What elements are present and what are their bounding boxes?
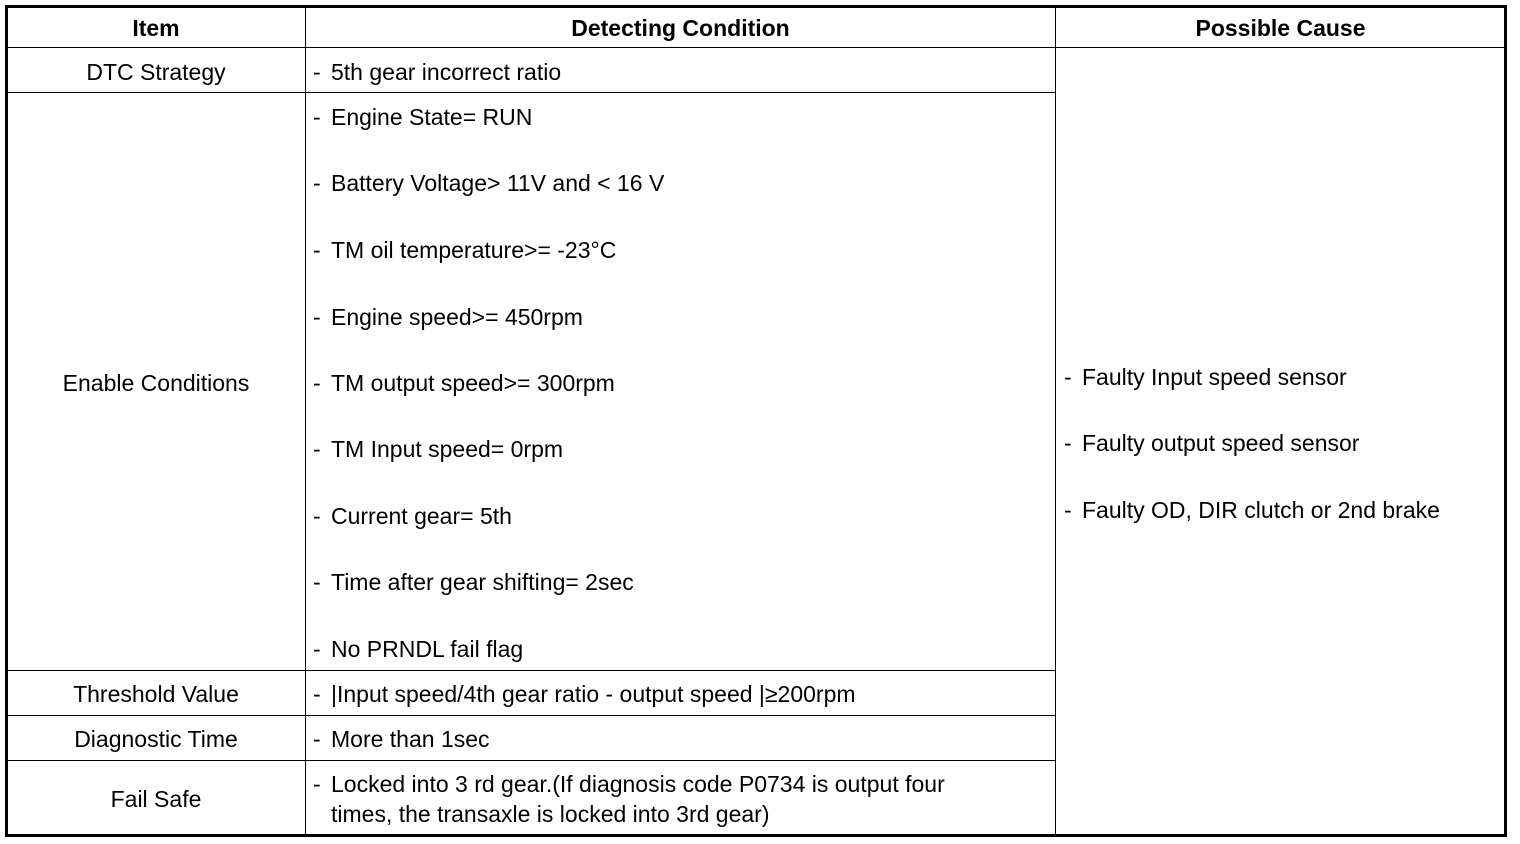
bullet-dash: - [313, 170, 321, 196]
enable-condition-item [313, 170, 665, 196]
enable-condition-text: Engine State= RUN [331, 104, 533, 130]
enable-condition-item [313, 503, 512, 529]
bullet-dash: - [313, 503, 321, 529]
bullet-dash: - [313, 636, 321, 662]
bullet-dash: - [1064, 430, 1072, 456]
header-item: Item [132, 15, 180, 41]
row-line-enable [7, 670, 1056, 671]
row-line-diagtime [7, 760, 1056, 761]
cause-text: Faulty output speed sensor [1082, 430, 1360, 456]
condition-fail-safe [313, 771, 945, 797]
condition-threshold [313, 681, 856, 707]
item-diagnostic-time: Diagnostic Time [74, 726, 238, 752]
bullet-dash: - [313, 771, 321, 797]
enable-condition-text: Engine speed>= 450rpm [331, 304, 583, 330]
enable-condition-text: Current gear= 5th [331, 503, 512, 529]
enable-condition-item [313, 436, 564, 462]
col-line-1 [305, 7, 306, 835]
enable-condition-text: TM Input speed= 0rpm [331, 436, 564, 462]
col-line-2 [1055, 7, 1056, 835]
condition-diagnostic-time [313, 726, 490, 752]
enable-condition-text: TM oil temperature>= -23°C [331, 237, 617, 263]
bullet-dash: - [313, 436, 321, 462]
bullet-dash: - [313, 304, 321, 330]
enable-condition-item [313, 569, 634, 595]
enable-condition-item [313, 370, 615, 396]
condition-fail-safe-continued [331, 801, 769, 827]
enable-condition-text: Time after gear shifting= 2sec [331, 569, 634, 595]
item-enable-conditions: Enable Conditions [62, 370, 250, 396]
enable-condition-text: Battery Voltage> 11V and < 16 V [331, 170, 665, 196]
condition-text-line1: Locked into 3 rd gear.(If diagnosis code P0734 is output four [331, 771, 945, 797]
bullet-dash: - [313, 59, 321, 85]
header-detecting-condition: Detecting Condition [571, 15, 790, 41]
condition-text: More than 1sec [331, 726, 490, 752]
cause-text: Faulty OD, DIR clutch or 2nd brake [1082, 497, 1440, 523]
enable-condition-item [313, 636, 524, 662]
header-bottom-line [7, 47, 1505, 48]
bullet-dash: - [313, 104, 321, 130]
bullet-dash: - [313, 569, 321, 595]
bullet-dash: - [313, 370, 321, 396]
enable-condition-item [313, 104, 533, 130]
item-threshold-value: Threshold Value [73, 681, 239, 707]
condition-text: |Input speed/4th gear ratio - output speed |≥200rpm [331, 681, 856, 707]
enable-condition-text: No PRNDL fail flag [331, 636, 524, 662]
dtc-table [5, 5, 1507, 837]
condition-text: 5th gear incorrect ratio [331, 59, 562, 85]
item-fail-safe: Fail Safe [110, 786, 202, 812]
cause-item [1064, 497, 1440, 523]
enable-condition-text: TM output speed>= 300rpm [331, 370, 615, 396]
bullet-dash: - [313, 726, 321, 752]
item-dtc-strategy: DTC Strategy [86, 59, 226, 85]
bullet-dash: - [1064, 364, 1072, 390]
cause-item [1064, 430, 1360, 456]
bullet-dash: - [1064, 497, 1072, 523]
cause-item [1064, 364, 1347, 390]
condition-dtc [313, 59, 562, 85]
bullet-dash: - [313, 681, 321, 707]
condition-text-line2: times, the transaxle is locked into 3rd gear) [331, 801, 770, 827]
enable-condition-item [313, 304, 583, 330]
row-line-dtc [7, 92, 1056, 93]
row-line-threshold [7, 715, 1056, 716]
enable-condition-item [313, 237, 617, 263]
cause-text: Faulty Input speed sensor [1082, 364, 1347, 390]
header-possible-cause: Possible Cause [1195, 15, 1366, 41]
bullet-dash: - [313, 237, 321, 263]
